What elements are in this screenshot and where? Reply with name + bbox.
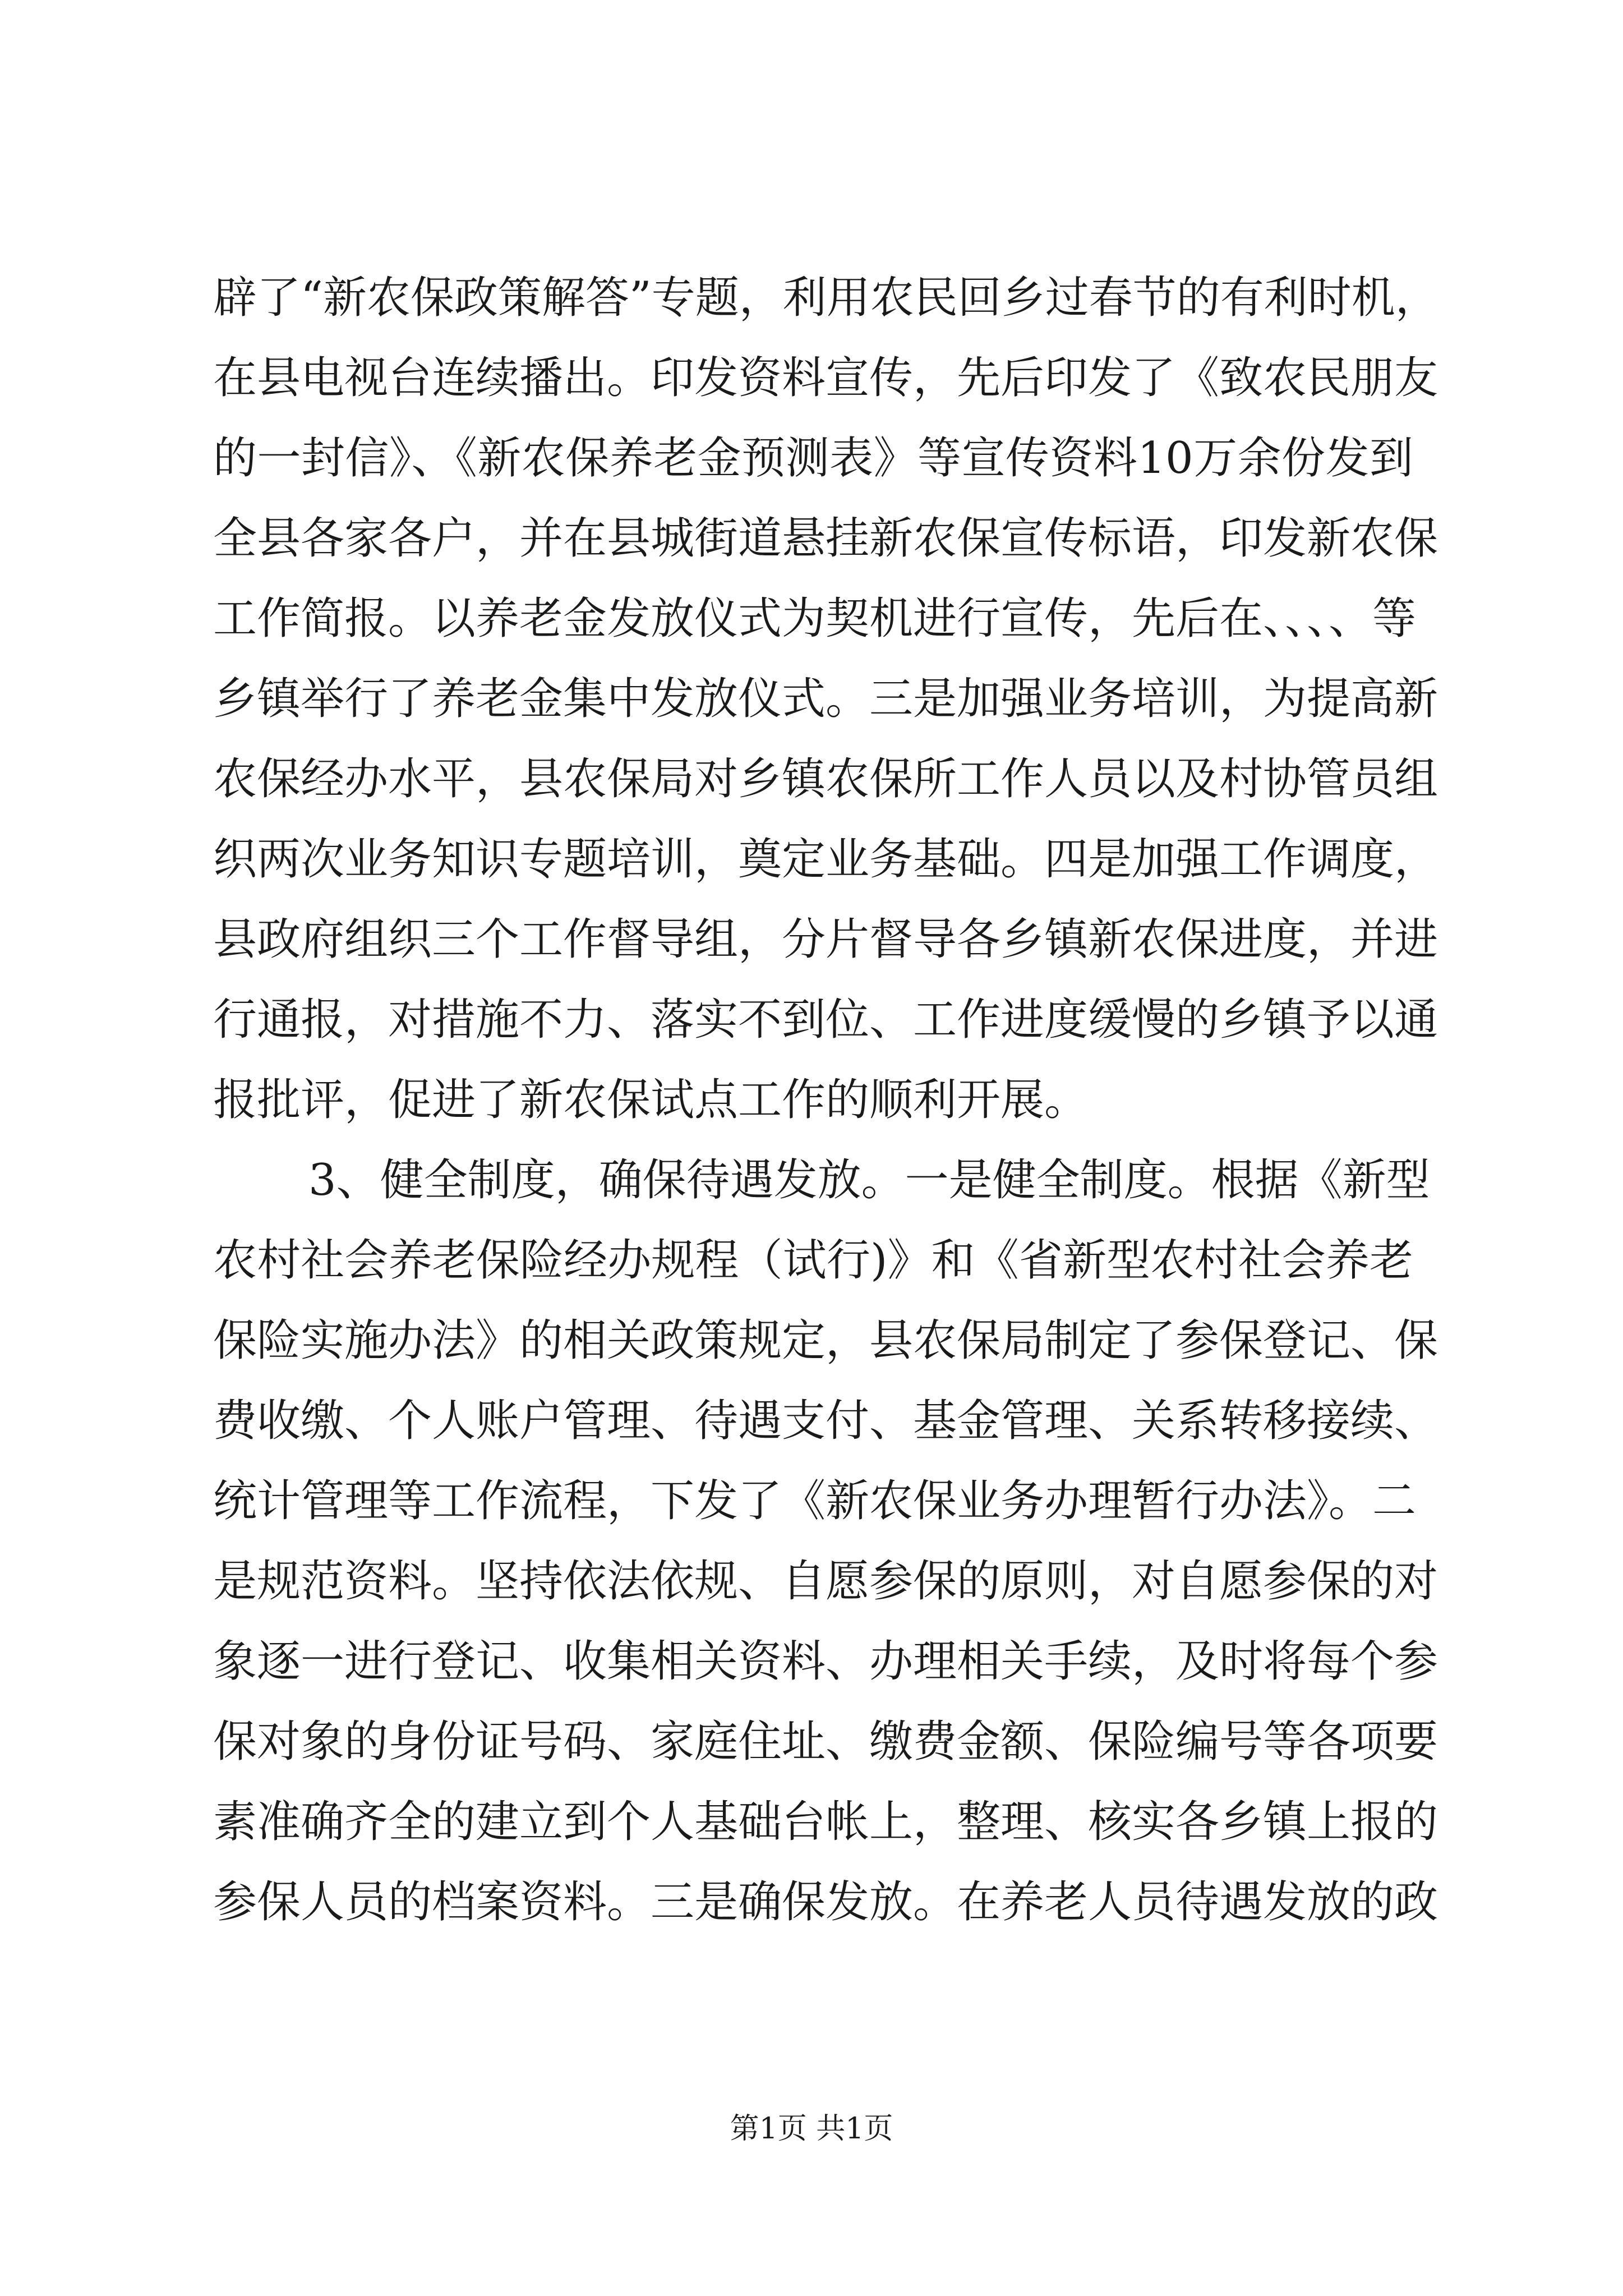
page-number: 第1页 共1页 bbox=[730, 2112, 893, 2146]
text-line: 工作简报。以养老金发放仪式为契机进行宣传，先后在、、、、等 bbox=[213, 593, 1417, 644]
paragraph-1 bbox=[213, 258, 1439, 1140]
text-line: 织两次业务知识专题培训，奠定业务基础。四是加强工作调度， bbox=[213, 834, 1438, 885]
paragraph-2 bbox=[213, 1140, 1438, 1943]
text-line: 统计管理等工作流程，下发了《新农保业务办理暂行办法》。二 bbox=[213, 1476, 1417, 1526]
text-line: 在县电视台连续播出。印发资料宣传，先后印发了《致农民朋友 bbox=[213, 353, 1438, 403]
text-line: 保险实施办法》的相关政策规定，县农保局制定了参保登记、保 bbox=[213, 1315, 1438, 1366]
text-line: 保对象的身份证号码、家庭住址、缴费金额、保险编号等各项要 bbox=[213, 1717, 1438, 1767]
text-line: 全县各家各户，并在县城街道悬挂新农保宣传标语，印发新农保 bbox=[213, 513, 1438, 564]
text-line: 3、健全制度，确保待遇发放。一是健全制度。根据《新型 bbox=[308, 1155, 1430, 1205]
text-line: 报批评，促进了新农保试点工作的顺利开展。 bbox=[213, 1075, 1089, 1125]
text-line: 象逐一进行登记、收集相关资料、办理相关手续，及时将每个参 bbox=[213, 1636, 1438, 1687]
text-line: 乡镇举行了养老金集中发放仪式。三是加强业务培训，为提高新 bbox=[213, 674, 1438, 724]
text-line: 县政府组织三个工作督导组，分片督导各乡镇新农保进度，并进 bbox=[213, 914, 1438, 965]
text-line: 素准确齐全的建立到个人基础台帐上，整理、核实各乡镇上报的 bbox=[213, 1797, 1438, 1847]
text-line: 农村社会养老保险经办规程（试行)》和《省新型农村社会养老 bbox=[213, 1235, 1413, 1286]
document-body bbox=[213, 258, 1439, 1943]
text-line: 参保人员的档案资料。三是确保发放。在养老人员待遇发放的政 bbox=[213, 1877, 1438, 1927]
page-footer bbox=[0, 2109, 1623, 2148]
text-line: 的一封信》、《新农保养老金预测表》等宣传资料10万余份发到 bbox=[213, 433, 1413, 484]
text-line: 农保经办水平，县农保局对乡镇农保所工作人员以及村协管员组 bbox=[213, 754, 1438, 804]
text-line: 辟了“新农保政策解答”专题，利用农民回乡过春节的有利时机， bbox=[213, 273, 1439, 323]
text-line: 费收缴、个人账户管理、待遇支付、基金管理、关系转移接续、 bbox=[213, 1396, 1438, 1446]
text-line: 行通报，对措施不力、落实不到位、工作进度缓慢的乡镇予以通 bbox=[213, 995, 1438, 1045]
text-line: 是规范资料。坚持依法依规、自愿参保的原则，对自愿参保的对 bbox=[213, 1556, 1438, 1607]
